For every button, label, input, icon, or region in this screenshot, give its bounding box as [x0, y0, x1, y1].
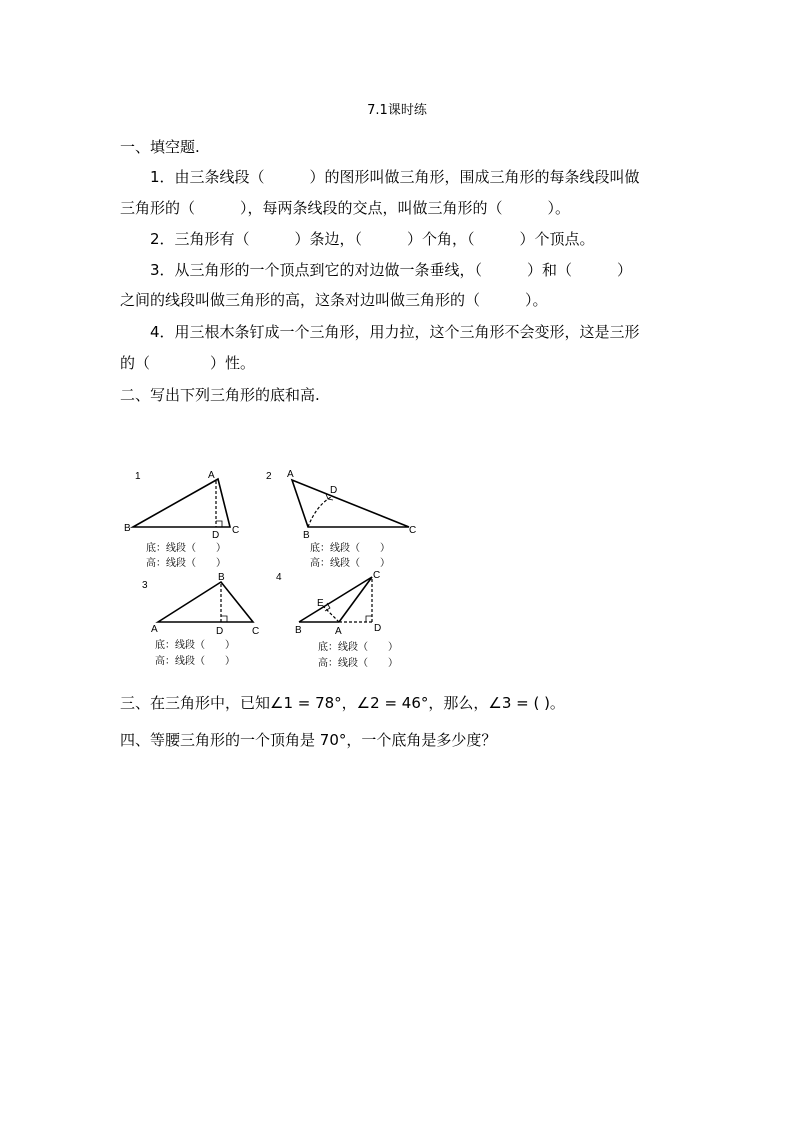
figure-3-triangle: [158, 582, 253, 622]
figure-2-number: 2: [266, 471, 272, 482]
figure-1-base-answer: 底：线段（ ）: [146, 543, 226, 554]
figure-3-vertex-c: C: [252, 626, 260, 637]
page-title: 7.1课时练: [367, 103, 427, 118]
question1-line2: 三角形的（ ），每两条线段的交点，叫做三角形的（ ）。: [120, 199, 571, 217]
figure-4-number: 4: [276, 572, 282, 583]
question3-line2: 之间的线段叫做三角形的高，这条对边叫做三角形的（ ）。: [120, 291, 548, 309]
figure-4-vertex-a: A: [335, 626, 342, 637]
figure-1-vertex-b: B: [124, 523, 131, 534]
figure-4-vertex-c: C: [373, 570, 381, 581]
figure-1-vertex-d: D: [212, 530, 220, 541]
question3-line1: 3．从三角形的一个顶点到它的对边做一条垂线，（ ）和（ ）: [150, 261, 633, 279]
figure-1-number: 1: [135, 471, 141, 482]
figure-2-height-answer: 高：线段（ ）: [310, 558, 390, 569]
figure-1-height-answer: 高：线段（ ）: [146, 558, 226, 569]
figure-3-height-answer: 高：线段（ ）: [155, 656, 235, 667]
figure-4-height-answer: 高：线段（ ）: [318, 658, 398, 669]
figure-3-right-angle-mark: [221, 616, 227, 622]
figure-3-vertex-a: A: [151, 624, 158, 635]
question1-line1: 1．由三条线段（ ）的图形叫做三角形，围成三角形的每条线段叫做: [150, 168, 640, 186]
figure-1-vertex-a: A: [208, 470, 215, 481]
figure-4-right-angle-mark-d: [366, 616, 372, 622]
figure-4-side-ac: [339, 577, 372, 622]
figure-3-base-answer: 底：线段（ ）: [155, 640, 235, 651]
figure-2-base-answer: 底：线段（ ）: [310, 543, 390, 554]
figure-1: [124, 470, 239, 569]
figure-2-triangle: [292, 480, 409, 527]
section2-heading: 二、写出下列三角形的底和高.: [120, 386, 320, 404]
question4-line2: 的（ ）性。: [120, 354, 256, 372]
figure-3-vertex-b: B: [218, 572, 225, 583]
figure-4-height-ae: [323, 606, 339, 622]
figure-4: [276, 570, 398, 669]
figure-4-vertex-e: E: [317, 598, 324, 609]
figure-1-right-angle-mark: [216, 521, 222, 527]
section3-question: 三、在三角形中，已知∠1 = 78°，∠2 = 46°，那么，∠3 = ( )。: [120, 694, 565, 712]
section4-question: 四、等腰三角形的一个顶角是 70°，一个底角是多少度？: [120, 731, 497, 749]
figure-2-vertex-a: A: [287, 469, 294, 480]
section1-heading: 一、填空题.: [120, 138, 200, 156]
figure-2: [266, 469, 416, 569]
figure-2-height-line: [308, 497, 331, 527]
figure-3-vertex-d: D: [216, 626, 224, 637]
figure-1-vertex-c: C: [232, 525, 240, 536]
figure-2-vertex-d: D: [330, 485, 338, 496]
figure-4-side-bc: [299, 577, 372, 622]
question4-line1: 4．用三根木条钉成一个三角形，用力拉，这个三角形不会变形，这是三形: [150, 323, 640, 341]
figure-4-base-answer: 底：线段（ ）: [318, 642, 398, 653]
question2: 2．三角形有（ ）条边，（ ）个角，（ ）个顶点。: [150, 230, 595, 248]
figure-4-vertex-b: B: [295, 625, 302, 636]
figure-3: [142, 572, 259, 667]
figure-3-number: 3: [142, 580, 148, 591]
figure-2-vertex-c: C: [409, 525, 417, 536]
figure-4-vertex-d: D: [374, 623, 382, 634]
figure-2-vertex-b: B: [303, 530, 310, 541]
